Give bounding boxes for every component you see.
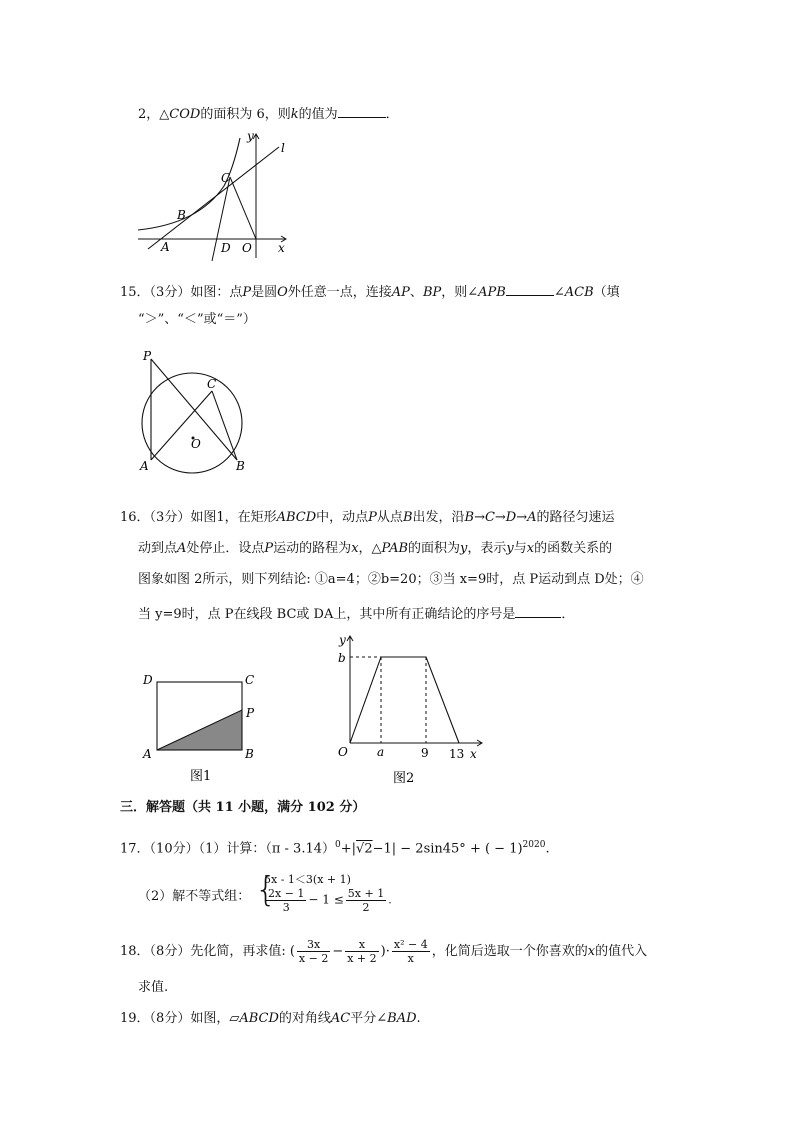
q16-line1: 16．（3分）如图1，在矩形ABCD中，动点P从点B出发，沿B→C→D→A的路径匀速运 xyxy=(120,510,615,525)
label-A: A xyxy=(161,240,170,254)
answer-blank[interactable] xyxy=(506,281,554,296)
label-a: a xyxy=(377,745,385,759)
label-P: P xyxy=(143,349,152,363)
label-C: C xyxy=(245,673,255,687)
q15-line1: 15．（3分）如图：点P是圆O外任意一点，连接AP、BP，则∠APB ∠ACB（填 xyxy=(120,281,620,302)
line-l xyxy=(148,147,279,249)
ineq-1: 5x - 1＜3(x + 1) xyxy=(264,873,351,886)
q16-line2: 动到点A处停止．设点P运动的路程为x，△PAB的面积为y，表示y与x的函数关系的 xyxy=(138,541,613,556)
label-x: x xyxy=(278,241,285,255)
q16-line3: 图象如图 2所示，则下列结论: ①a=4；②b=20；③当 x=9时，点 P运动到点 D处；④ xyxy=(138,572,644,587)
answer-blank[interactable] xyxy=(338,103,386,118)
q14-tail: 2，△COD的面积为 6，则k的值为 ． xyxy=(138,103,399,124)
label-y: y xyxy=(339,633,346,647)
q18-line1: 18．（8分）先化简，再求值: ( $\frac{3x}{x - 2}$ − $\frac{x}{x + 2}$ )· $\frac{\text{x² − 4}}{x}$ ，化简后选取一个你喜欢的x的值代入 xyxy=(120,938,648,965)
label-B: B xyxy=(177,208,186,222)
q17-part1: 17．（10分）（1）计算：（π - 3.14）$^0$+|√2−1| − 2sin45° + ( − 1)$^{2020}$. xyxy=(120,840,550,857)
figure-q14 xyxy=(136,128,296,263)
q18-line2: 求值. xyxy=(138,980,169,995)
label-O: O xyxy=(242,241,252,255)
circle-O xyxy=(142,373,242,473)
figure-q15 xyxy=(136,347,256,475)
label-P: P xyxy=(246,706,255,720)
label-b: b xyxy=(338,651,346,665)
label-13: 13 xyxy=(449,747,465,761)
caption-fig2: 图2 xyxy=(393,771,415,786)
ineq-2: $\frac{2x - 1}{3}$ − 1 ≤ $\frac{5x + 1}{2}$ . xyxy=(268,887,392,914)
q19-line1: 19．（8分）如图，▱ABCD的对角线AC平分∠BAD. xyxy=(120,1011,421,1026)
label-C: C xyxy=(221,171,231,185)
answer-blank[interactable] xyxy=(515,603,561,618)
q15-line2: “＞”、“＜”或“＝”） xyxy=(138,312,256,327)
q17-part2-label: （2）解不等式组： xyxy=(138,889,251,904)
label-D: D xyxy=(221,241,231,255)
label-x: x xyxy=(470,747,477,761)
graph-polyline xyxy=(350,657,459,743)
brace: { xyxy=(255,870,277,910)
label-l: l xyxy=(281,141,285,155)
label-O: O xyxy=(338,745,348,759)
label-9: 9 xyxy=(421,746,429,760)
label-B: B xyxy=(236,459,245,473)
figure-q16-1 xyxy=(138,668,273,788)
label-O: O xyxy=(191,437,201,451)
label-y: y xyxy=(247,129,254,143)
label-A: A xyxy=(140,459,149,473)
section-3-heading: 三．解答题（共 11 小题，满分 102 分） xyxy=(120,800,366,815)
label-D: D xyxy=(143,673,153,687)
caption-fig1: 图1 xyxy=(190,769,212,784)
label-B: B xyxy=(245,747,254,761)
label-C: C xyxy=(207,377,217,391)
figure-q16-2 xyxy=(330,630,490,790)
label-A: A xyxy=(143,747,152,761)
q16-line4: 当 y=9时，点 P在线段 BC或 DA上，其中所有正确结论的序号是 ． xyxy=(138,603,574,624)
